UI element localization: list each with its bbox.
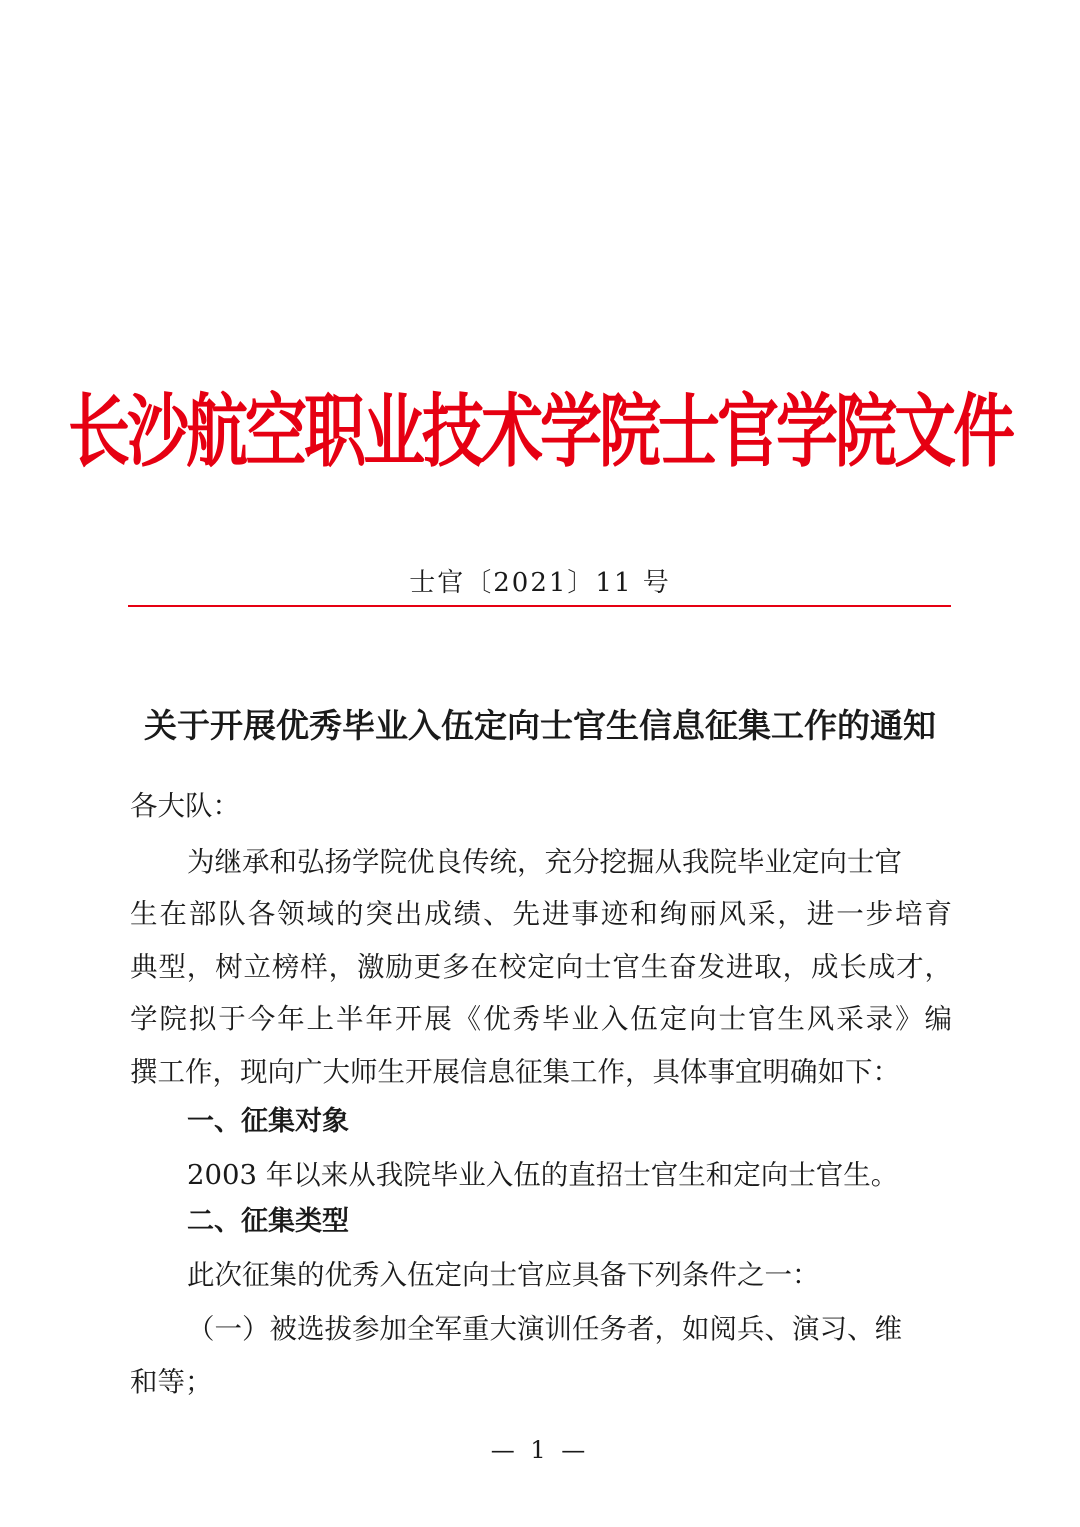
- intro-line-4: 学院拟于今年上半年开展《优秀毕业入伍定向士官生风采录》编: [130, 1003, 952, 1035]
- salutation: 各大队：: [130, 790, 240, 822]
- section-2-line-3: 和等；: [130, 1366, 213, 1398]
- section-heading-2: 二、征集类型: [187, 1206, 349, 1237]
- document-number: 士官〔2021〕11 号: [409, 568, 671, 598]
- page-number: — 1 —: [490, 1436, 590, 1464]
- intro-line-5: 撰工作，现向广大师生开展信息征集工作，具体事宜明确如下：: [130, 1056, 900, 1088]
- notice-title: 关于开展优秀毕业入伍定向士官生信息征集工作的通知: [144, 706, 936, 745]
- intro-line-1: 为继承和弘扬学院优良传统，充分挖掘从我院毕业定向士官: [187, 846, 902, 878]
- section-1-line-1: 2003 年以来从我院毕业入伍的直招士官生和定向士官生。: [187, 1159, 899, 1191]
- section-2-line-2: （一）被选拔参加全军重大演训任务者，如阅兵、演习、维: [187, 1313, 902, 1345]
- section-heading-1: 一、征集对象: [187, 1106, 349, 1137]
- document-header-title: 长沙航空职业技术学院士官学院文件: [67, 384, 1012, 479]
- red-separator-line: [128, 605, 951, 607]
- intro-line-3: 典型，树立榜样，激励更多在校定向士官生奋发进取，成长成才，: [130, 951, 952, 983]
- intro-line-2: 生在部队各领域的突出成绩、先进事迹和绚丽风采，进一步培育: [130, 898, 952, 930]
- section-2-line-1: 此次征集的优秀入伍定向士官应具备下列条件之一：: [187, 1259, 820, 1291]
